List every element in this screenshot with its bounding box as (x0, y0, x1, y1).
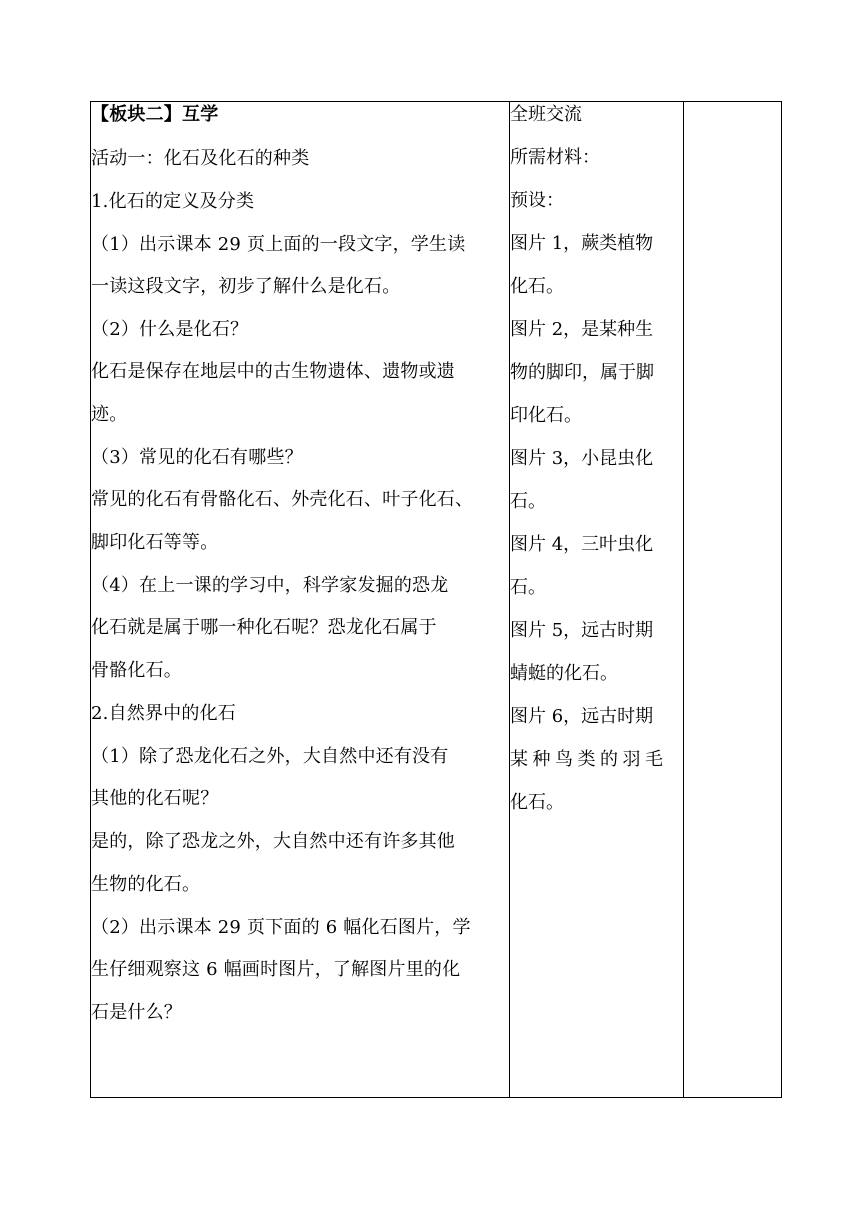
lesson-plan-table (90, 101, 782, 1098)
side-line: 化石。 (510, 792, 564, 813)
content-line: 迹。 (91, 404, 128, 425)
content-line: （2）什么是化石？ (91, 319, 249, 340)
content-line: 其他的化石呢？ (91, 788, 219, 809)
table-row (91, 102, 782, 1098)
content-line: （1）除了恐龙化石之外，大自然中还有没有 (91, 746, 449, 767)
side-line: 图片 2，是某种生 (510, 319, 654, 340)
side-line: 某种鸟类的羽毛 (510, 749, 668, 770)
side-line: 化石。 (510, 276, 564, 297)
side-line: 蜻蜓的化石。 (510, 663, 618, 684)
side-line: 图片 3，小昆虫化 (510, 448, 654, 469)
side-line: 所需材料： (510, 147, 600, 168)
side-line: 全班交流 (510, 104, 582, 125)
notes-cell (684, 102, 782, 1098)
activity-title: 活动一：化石及化石的种类 (91, 148, 310, 169)
content-line: 生仔细观察这 6 幅画时图片，了解图片里的化 (91, 959, 461, 980)
student-activity-cell (510, 102, 684, 1098)
content-line: 脚印化石等等。 (91, 532, 219, 553)
side-line: 预设： (510, 190, 564, 211)
subsection-title: 1.化石的定义及分类 (91, 191, 255, 212)
side-line: 图片 4，三叶虫化 (510, 534, 654, 555)
content-line: 一读这段文字，初步了解什么是化石。 (91, 276, 401, 297)
content-line: 生物的化石。 (91, 874, 201, 895)
side-line: 石。 (510, 577, 546, 598)
side-line: 图片 1，蕨类植物 (510, 233, 654, 254)
section-heading: 【板块二】互学 (91, 104, 219, 125)
side-line: 石。 (510, 491, 546, 512)
side-line: 图片 6，远古时期 (510, 706, 654, 727)
content-line: 石是什么？ (91, 1002, 182, 1023)
content-line: （2）出示课本 29 页下面的 6 幅化石图片，学 (91, 917, 471, 938)
content-line: 化石是保存在地层中的古生物遗体、遗物或遗 (91, 361, 455, 382)
content-line: 是的，除了恐龙之外，大自然中还有许多其他 (91, 831, 455, 852)
content-line: 骨骼化石。 (91, 660, 182, 681)
side-line: 物的脚印，属于脚 (510, 362, 654, 383)
content-line: （3）常见的化石有哪些？ (91, 447, 303, 468)
content-line: 化石就是属于哪一种化石呢？恐龙化石属于 (91, 617, 437, 638)
content-line: （1）出示课本 29 页上面的一段文字，学生读 (91, 234, 466, 255)
content-line: （4）在上一课的学习中，科学家发掘的恐龙 (91, 575, 449, 596)
teaching-content-cell (91, 102, 510, 1098)
subsection-title: 2.自然界中的化石 (91, 703, 236, 724)
side-line: 印化石。 (510, 405, 582, 426)
content-line: 常见的化石有骨骼化石、外壳化石、叶子化石、 (91, 489, 474, 510)
side-line: 图片 5，远古时期 (510, 620, 654, 641)
